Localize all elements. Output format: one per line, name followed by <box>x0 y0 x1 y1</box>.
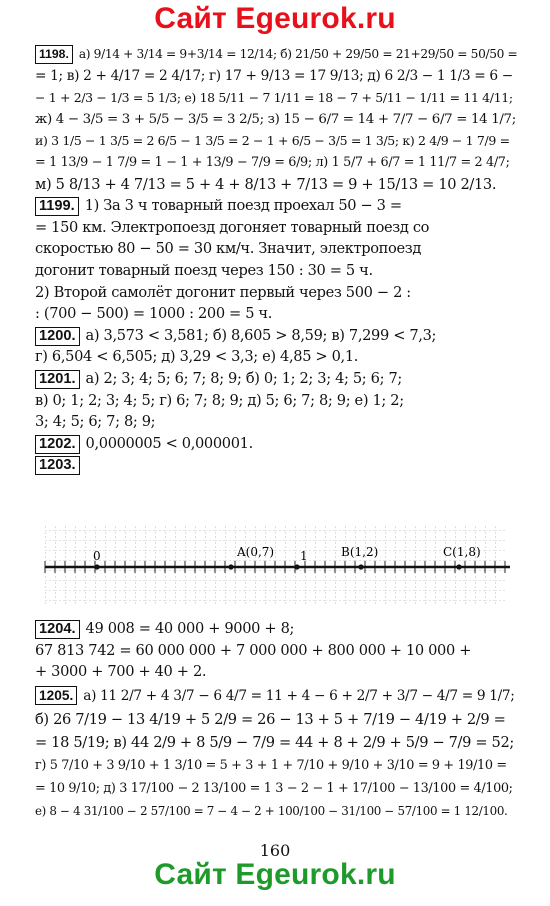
text-line <box>35 800 517 823</box>
line-text: + 3000 + 700 + 40 + 2. <box>35 663 207 681</box>
text-line <box>35 260 517 282</box>
text-line <box>35 195 517 217</box>
line-text: 67 813 742 = 60 000 000 + 7 000 000 + 800 000 + 10 000 + <box>35 641 472 659</box>
label-c: C(1,8) <box>443 545 481 559</box>
point-a <box>228 564 233 569</box>
task-number: 1202. <box>35 435 80 454</box>
solutions-block <box>35 44 517 476</box>
line-text: 1) За 3 ч товарный поезд проехал 50 − 3 = <box>84 197 402 215</box>
text-line <box>35 454 517 476</box>
text-line <box>35 433 517 455</box>
text-line <box>35 303 517 325</box>
text-line <box>35 777 517 800</box>
point-zero <box>94 564 99 569</box>
text-line <box>35 640 517 662</box>
point-c <box>456 564 461 569</box>
task-number: 1203. <box>35 456 80 475</box>
task-number: 1201. <box>35 370 80 389</box>
task-number: 1205. <box>35 686 77 705</box>
task-number: 1199. <box>35 197 79 216</box>
text-line <box>35 282 517 304</box>
text-line <box>35 661 517 683</box>
line-text: а) 11 2/7 + 4 3/7 − 6 4/7 = 11 + 4 − 6 + 2/7 + 3/7 − 4/7 = 9 1/7; <box>83 688 515 704</box>
line-text: а) 3,573 < 3,581; б) 8,605 > 8,59; в) 7,299 < 7,3; <box>85 326 437 344</box>
text-line <box>35 66 517 88</box>
text-line <box>35 346 517 368</box>
line-text: 49 008 = 40 000 + 9000 + 8; <box>85 620 295 637</box>
task-1204 <box>35 618 517 683</box>
line-text: = 1; в) 2 + 4/17 = 2 4/17; г) 17 + 9/13 = 17 9/13; д) 6 2/3 − 1 1/3 = 6 − <box>35 67 513 84</box>
line-text: г) 5 7/10 + 3 9/10 + 1 3/10 = 5 + 3 + 1 + 7/10 + 9/10 + 3/10 = 9 + 19/10 = <box>35 758 507 773</box>
line-text: 3; 4; 5; 6; 7; 8; 9; <box>35 413 156 431</box>
text-line <box>35 238 517 260</box>
label-b: B(1,2) <box>341 545 379 559</box>
text-line <box>35 130 517 152</box>
text-line <box>35 390 517 412</box>
line-text: скоростью 80 − 50 = 30 км/ч. Значит, электропоезд <box>35 240 422 258</box>
line-text: 2) Второй самолёт догонит первый через 500 − 2 : <box>35 283 411 301</box>
task-1205 <box>35 685 517 823</box>
site-watermark-top: Сайт Egeurok.ru <box>154 2 396 35</box>
task-number: 1198. <box>35 45 73 64</box>
text-line <box>35 152 517 174</box>
label-one: 1 <box>300 549 308 563</box>
text-line <box>35 368 517 390</box>
line-text: − 1 + 2/3 − 1/3 = 5 1/3; е) 18 5/11 − 7 1/11 = 18 − 7 + 5/11 − 1/11 = 11 4/11; <box>35 90 513 106</box>
line-text: и) 3 1/5 − 1 3/5 = 2 6/5 − 1 3/5 = 2 − 1 + 6/5 − 3/5 = 1 3/5; к) 2 4/9 − 1 7/9 = <box>35 133 510 149</box>
point-one <box>294 564 299 569</box>
line-text: е) 8 − 4 31/100 − 2 57/100 = 7 − 4 − 2 + 100/100 − 31/100 − 57/100 = 1 12/100. <box>35 804 508 818</box>
text-line <box>35 754 517 777</box>
line-text: = 10 9/10; д) 3 17/100 − 2 13/100 = 1 3 − 2 − 1 + 17/100 − 13/100 = 4/100; <box>35 781 513 796</box>
line-text: а) 9/14 + 3/14 = 9+3/14 = 12/14; б) 21/50 + 29/50 = 21+29/50 = 50/50 = <box>78 47 518 61</box>
task-number: 1200. <box>35 327 80 346</box>
site-watermark-bottom: Сайт Egeurok.ru <box>154 858 396 891</box>
text-line <box>35 174 517 196</box>
text-line <box>35 685 517 708</box>
text-line <box>35 325 517 347</box>
line-text: а) 2; 3; 4; 5; 6; 7; 8; 9; б) 0; 1; 2; 3; 4; 5; 6; 7; <box>85 369 402 387</box>
label-zero: 0 <box>93 549 101 563</box>
line-text: м) 5 8/13 + 4 7/13 = 5 + 4 + 8/13 + 7/13 = 9 + 15/13 = 10 2/13. <box>35 175 497 193</box>
line-text: г) 6,504 < 6,505; д) 3,29 < 3,3; е) 4,85 > 0,1. <box>35 348 359 366</box>
text-line <box>35 44 517 66</box>
line-text: б) 26 7/19 − 13 4/19 + 5 2/9 = 26 − 13 + 5 + 7/19 − 4/19 + 2/9 = <box>35 711 506 728</box>
text-line <box>35 109 517 131</box>
line-text: = 150 км. Электропоезд догоняет товарный поезд со <box>35 218 430 236</box>
line-text: догонит товарный поезд через 150 : 30 = 5 ч. <box>35 261 373 279</box>
point-b <box>358 564 363 569</box>
label-a: A(0,7) <box>237 545 275 559</box>
text-line <box>35 411 517 433</box>
task-number: 1204. <box>35 620 80 639</box>
line-text: в) 0; 1; 2; 3; 4; 5; г) 6; 7; 8; 9; д) 5; 6; 7; 8; 9; е) 1; 2; <box>35 391 404 409</box>
number-line-figure <box>35 520 517 612</box>
line-text: = 1 13/9 − 1 7/9 = 1 − 1 + 13/9 − 7/9 = 6/9; л) 1 5/7 + 6/7 = 1 11/7 = 2 4/7; <box>35 154 510 170</box>
number-line-svg <box>35 520 517 612</box>
page-number: 160 <box>259 841 291 860</box>
text-line <box>35 87 517 109</box>
line-text: = 18 5/19; в) 44 2/9 + 8 5/9 − 7/9 = 44 + 8 + 2/9 + 5/9 − 7/9 = 52; <box>35 734 514 751</box>
line-text: ж) 4 − 3/5 = 3 + 5/5 − 3/5 = 3 2/5; з) 15 − 6/7 = 14 + 7/7 − 6/7 = 14 1/7; <box>35 111 516 127</box>
line-text: : (700 − 500) = 1000 : 200 = 5 ч. <box>35 305 273 323</box>
line-text: 0,0000005 < 0,000001. <box>85 434 253 452</box>
text-line <box>35 618 517 640</box>
text-line <box>35 708 517 731</box>
text-line <box>35 731 517 754</box>
text-line <box>35 217 517 239</box>
